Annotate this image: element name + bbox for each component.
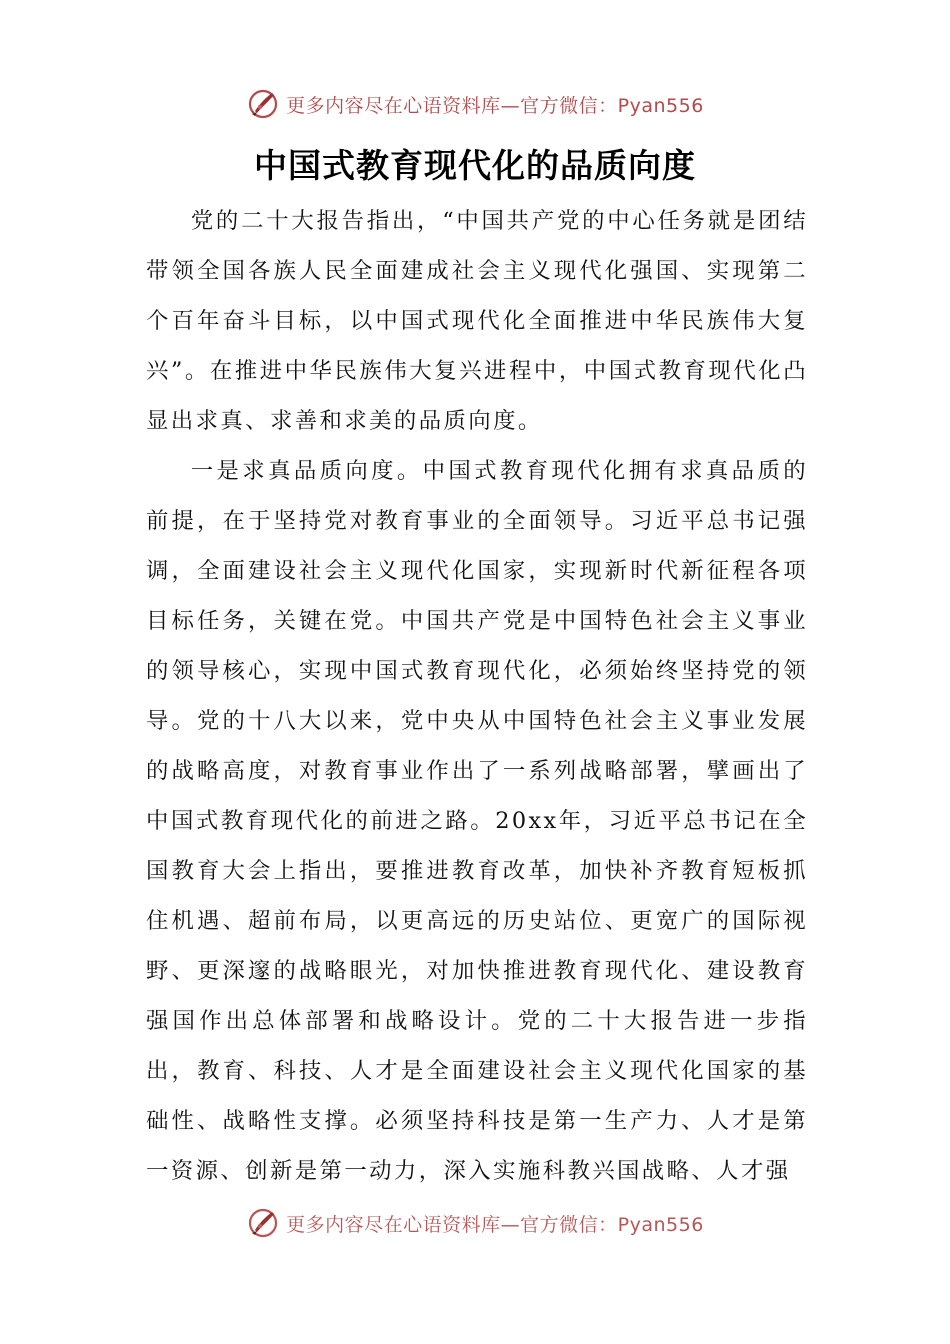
pen-logo-icon	[246, 1206, 280, 1239]
footer-banner-inner	[246, 1206, 704, 1239]
header-banner	[0, 84, 950, 124]
pen-logo-icon	[246, 87, 280, 121]
header-banner-inner	[246, 87, 704, 121]
document-title: 中国式教育现代化的品质向度	[254, 146, 696, 185]
footer-banner-text: 更多内容尽在心语资料库—官方微信：Pyan556	[286, 1213, 704, 1236]
paragraph-truth-dimension: 一是求真品质向度。中国式教育现代化拥有求真品质的前提，在于坚持党对教育事业的全面领导。习近平总书记强调，全面建设社会主义现代化国家，实现新时代新征程各项目标任务，关键在党。中国共产党是中国特色社会主义事业的领导核心，实现中国式教育现代化，必须始终坚持党的领导。党的十八大以来，党中央从中国特色社会主义事业发展的战略高度，对教育事业作出了一系列战略部署，擘画出了中国式教育现代化的前进之路。20xx年，习近平总书记在全国教育大会上指出，要推进教育改革，加快补齐教育短板抓住机遇、超前布局，以更高远的历史站位、更宽广的国际视野、更深邃的战略眼光，对加快推进教育现代化、建设教育强国作出总体部署和战略设计。党的二十大报告进一步指出，教育、科技、人才是全面建设社会主义现代化国家的基础性、战略性支撑。必须坚持科技是第一生产力、人才是第一资源、创新是第一动力，深入实施科教兴国战略、人才强	[146, 458, 808, 1184]
header-banner-text: 更多内容尽在心语资料库—官方微信：Pyan556	[286, 94, 704, 117]
document-body	[146, 196, 808, 1186]
paragraph-intro: 党的二十大报告指出，“中国共产党的中心任务就是团结带领全国各族人民全面建成社会主义现代化强国、实现第二个百年奋斗目标，以中国式现代化全面推进中华民族伟大复兴”。在推进中华民族伟大复兴进程中，中国式教育现代化凸显出求真、求善和求美的品质向度。	[146, 208, 808, 434]
footer-banner	[0, 1203, 950, 1239]
